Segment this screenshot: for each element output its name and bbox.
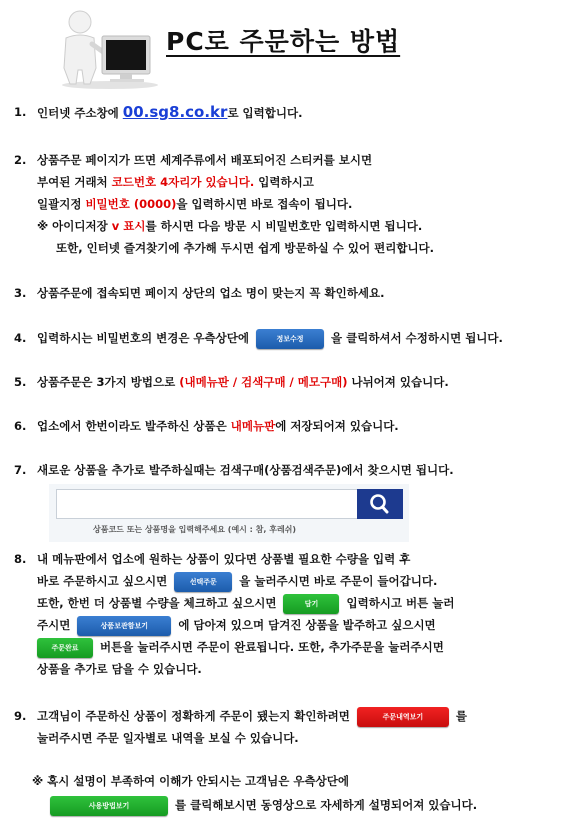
instruction-item-9 bbox=[0, 705, 585, 751]
item-line: 내 메뉴판에서 업소에 원하는 상품이 있다면 상품별 필요한 수량을 입력 후 bbox=[37, 552, 411, 566]
complete-order-button[interactable]: 주문완료 bbox=[37, 638, 93, 658]
line-text: 입력하시고 버튼 눌러 bbox=[342, 596, 455, 610]
order-history-button[interactable]: 주문내역보기 bbox=[357, 707, 449, 727]
line-text: 또한, 한번 더 상품별 수량을 체크하고 싶으시면 bbox=[37, 596, 281, 610]
item-number: 6. bbox=[14, 419, 27, 433]
item-number: 5. bbox=[14, 375, 27, 389]
line-text: 을 눌러주시면 바로 주문이 들어갑니다. bbox=[235, 574, 438, 588]
item-number: 1. bbox=[14, 105, 27, 119]
item-line bbox=[37, 215, 422, 237]
item-line bbox=[37, 371, 449, 393]
line-text: 를 클릭해보시면 동영상으로 자세하게 설명되어져 있습니다. bbox=[171, 798, 478, 812]
line-text: 고객님이 주문하신 상품이 정확하게 주문이 됐는지 확인하려면 bbox=[37, 709, 354, 723]
search-input[interactable] bbox=[56, 489, 358, 519]
line-text: 을 입력하시면 바로 접속이 됩니다. bbox=[176, 197, 353, 211]
person-with-monitor-illustration bbox=[50, 8, 160, 90]
search-button[interactable] bbox=[357, 489, 403, 519]
item-number: 3. bbox=[14, 286, 27, 300]
instruction-item-2 bbox=[0, 149, 585, 261]
search-icon bbox=[357, 489, 403, 519]
footer-line bbox=[50, 794, 477, 816]
line-text: 인터넷 주소창에 bbox=[37, 106, 123, 120]
item-line: 상품을 추가로 담을 수 있습니다. bbox=[37, 662, 202, 676]
add-to-cart-button[interactable]: 담기 bbox=[283, 594, 339, 614]
selected-order-button[interactable]: 선택주문 bbox=[174, 572, 232, 592]
line-text: 업소에서 한번이라도 발주하신 상품은 bbox=[37, 419, 231, 433]
line-text: 에 저장되어져 있습니다. bbox=[275, 419, 399, 433]
item-line bbox=[37, 636, 444, 658]
line-text: 을 클릭하셔서 수정하시면 됩니다. bbox=[326, 331, 503, 345]
line-text: 로 입력합니다. bbox=[227, 106, 303, 120]
site-link[interactable]: 00.sg8.co.kr bbox=[122, 103, 228, 121]
highlight-text: v 표시 bbox=[111, 219, 146, 233]
item-line bbox=[37, 327, 503, 349]
highlight-text: (내메뉴판 / 검색구매 / 메모구매) bbox=[179, 375, 348, 389]
item-number: 2. bbox=[14, 153, 27, 167]
item-line bbox=[37, 570, 437, 592]
line-text: 주시면 bbox=[37, 618, 75, 632]
instruction-item-7 bbox=[0, 459, 585, 483]
line-text: 입력하시는 비밀번호의 변경은 우측상단에 bbox=[37, 331, 253, 345]
item-line bbox=[37, 705, 467, 727]
page-title: PC로 주문하는 방법 bbox=[166, 27, 401, 56]
item-line bbox=[37, 614, 436, 636]
edit-info-button[interactable]: 정보수정 bbox=[256, 329, 324, 349]
line-text: 부여된 거래처 bbox=[37, 175, 112, 189]
item-line: 눌러주시면 주문 일자별로 내역을 보실 수 있습니다. bbox=[37, 731, 299, 745]
line-text: 에 담아져 있으며 담겨진 상품을 발주하고 싶으시면 bbox=[174, 618, 436, 632]
search-panel bbox=[49, 484, 409, 542]
item-line bbox=[37, 193, 352, 215]
instruction-item-5 bbox=[0, 371, 585, 395]
line-text: 바로 주문하시고 싶으시면 bbox=[37, 574, 172, 588]
item-line: 또한, 인터넷 즐겨찾기에 추가해 두시면 쉽게 방문하실 수 있어 편리합니다. bbox=[56, 241, 435, 255]
line-text: 입력하시고 bbox=[254, 175, 314, 189]
line-text: 를 bbox=[451, 709, 467, 723]
item-line: 새로운 상품을 추가로 발주하실때는 검색구매(상품검색주문)에서 찾으시면 됩니다. bbox=[37, 463, 454, 477]
instruction-item-6 bbox=[0, 415, 585, 439]
instruction-item-3 bbox=[0, 282, 585, 306]
how-to-use-button[interactable]: 사용방법보기 bbox=[50, 796, 168, 816]
line-text: 일괄지정 bbox=[37, 197, 86, 211]
item-line: 상품주문 페이지가 뜨면 세계주류에서 배포되어진 스티커를 보시면 bbox=[37, 153, 373, 167]
line-text: ※ 아이디저장 bbox=[37, 219, 112, 233]
item-line bbox=[37, 101, 302, 124]
instruction-item-4 bbox=[0, 327, 585, 351]
search-hint: 상품코드 또는 상품명을 입력해주세요 (예시 : 참, 후레쉬) bbox=[93, 525, 297, 534]
item-line bbox=[37, 415, 399, 437]
item-number: 7. bbox=[14, 463, 27, 477]
item-number: 4. bbox=[14, 331, 27, 345]
highlight-text: 코드번호 4자리가 있습니다. bbox=[111, 175, 255, 189]
footer-note bbox=[0, 770, 585, 818]
line-text: 상품주문은 3가지 방법으로 bbox=[37, 375, 180, 389]
line-text: 나뉘어져 있습니다. bbox=[347, 375, 449, 389]
view-cart-button[interactable]: 상품보관함보기 bbox=[77, 616, 171, 636]
item-line bbox=[37, 592, 454, 614]
item-line: 상품주문에 접속되면 페이지 상단의 업소 명이 맞는지 꼭 확인하세요. bbox=[37, 286, 385, 300]
highlight-text: 내메뉴판 bbox=[230, 419, 276, 433]
line-text: 를 하시면 다음 방문 시 비밀번호만 입력하시면 됩니다. bbox=[145, 219, 423, 233]
item-number: 9. bbox=[14, 709, 27, 723]
instruction-item-8 bbox=[0, 548, 585, 688]
item-number: 8. bbox=[14, 552, 27, 566]
item-line bbox=[37, 171, 314, 193]
highlight-text: 비밀번호 (0000) bbox=[85, 197, 177, 211]
instruction-item-1 bbox=[0, 101, 585, 125]
footer-line: ※ 혹시 설명이 부족하여 이해가 안되시는 고객님은 우측상단에 bbox=[32, 774, 349, 788]
line-text: 버튼을 눌러주시면 주문이 완료됩니다. 또한, 추가주문을 눌러주시면 bbox=[96, 640, 444, 654]
